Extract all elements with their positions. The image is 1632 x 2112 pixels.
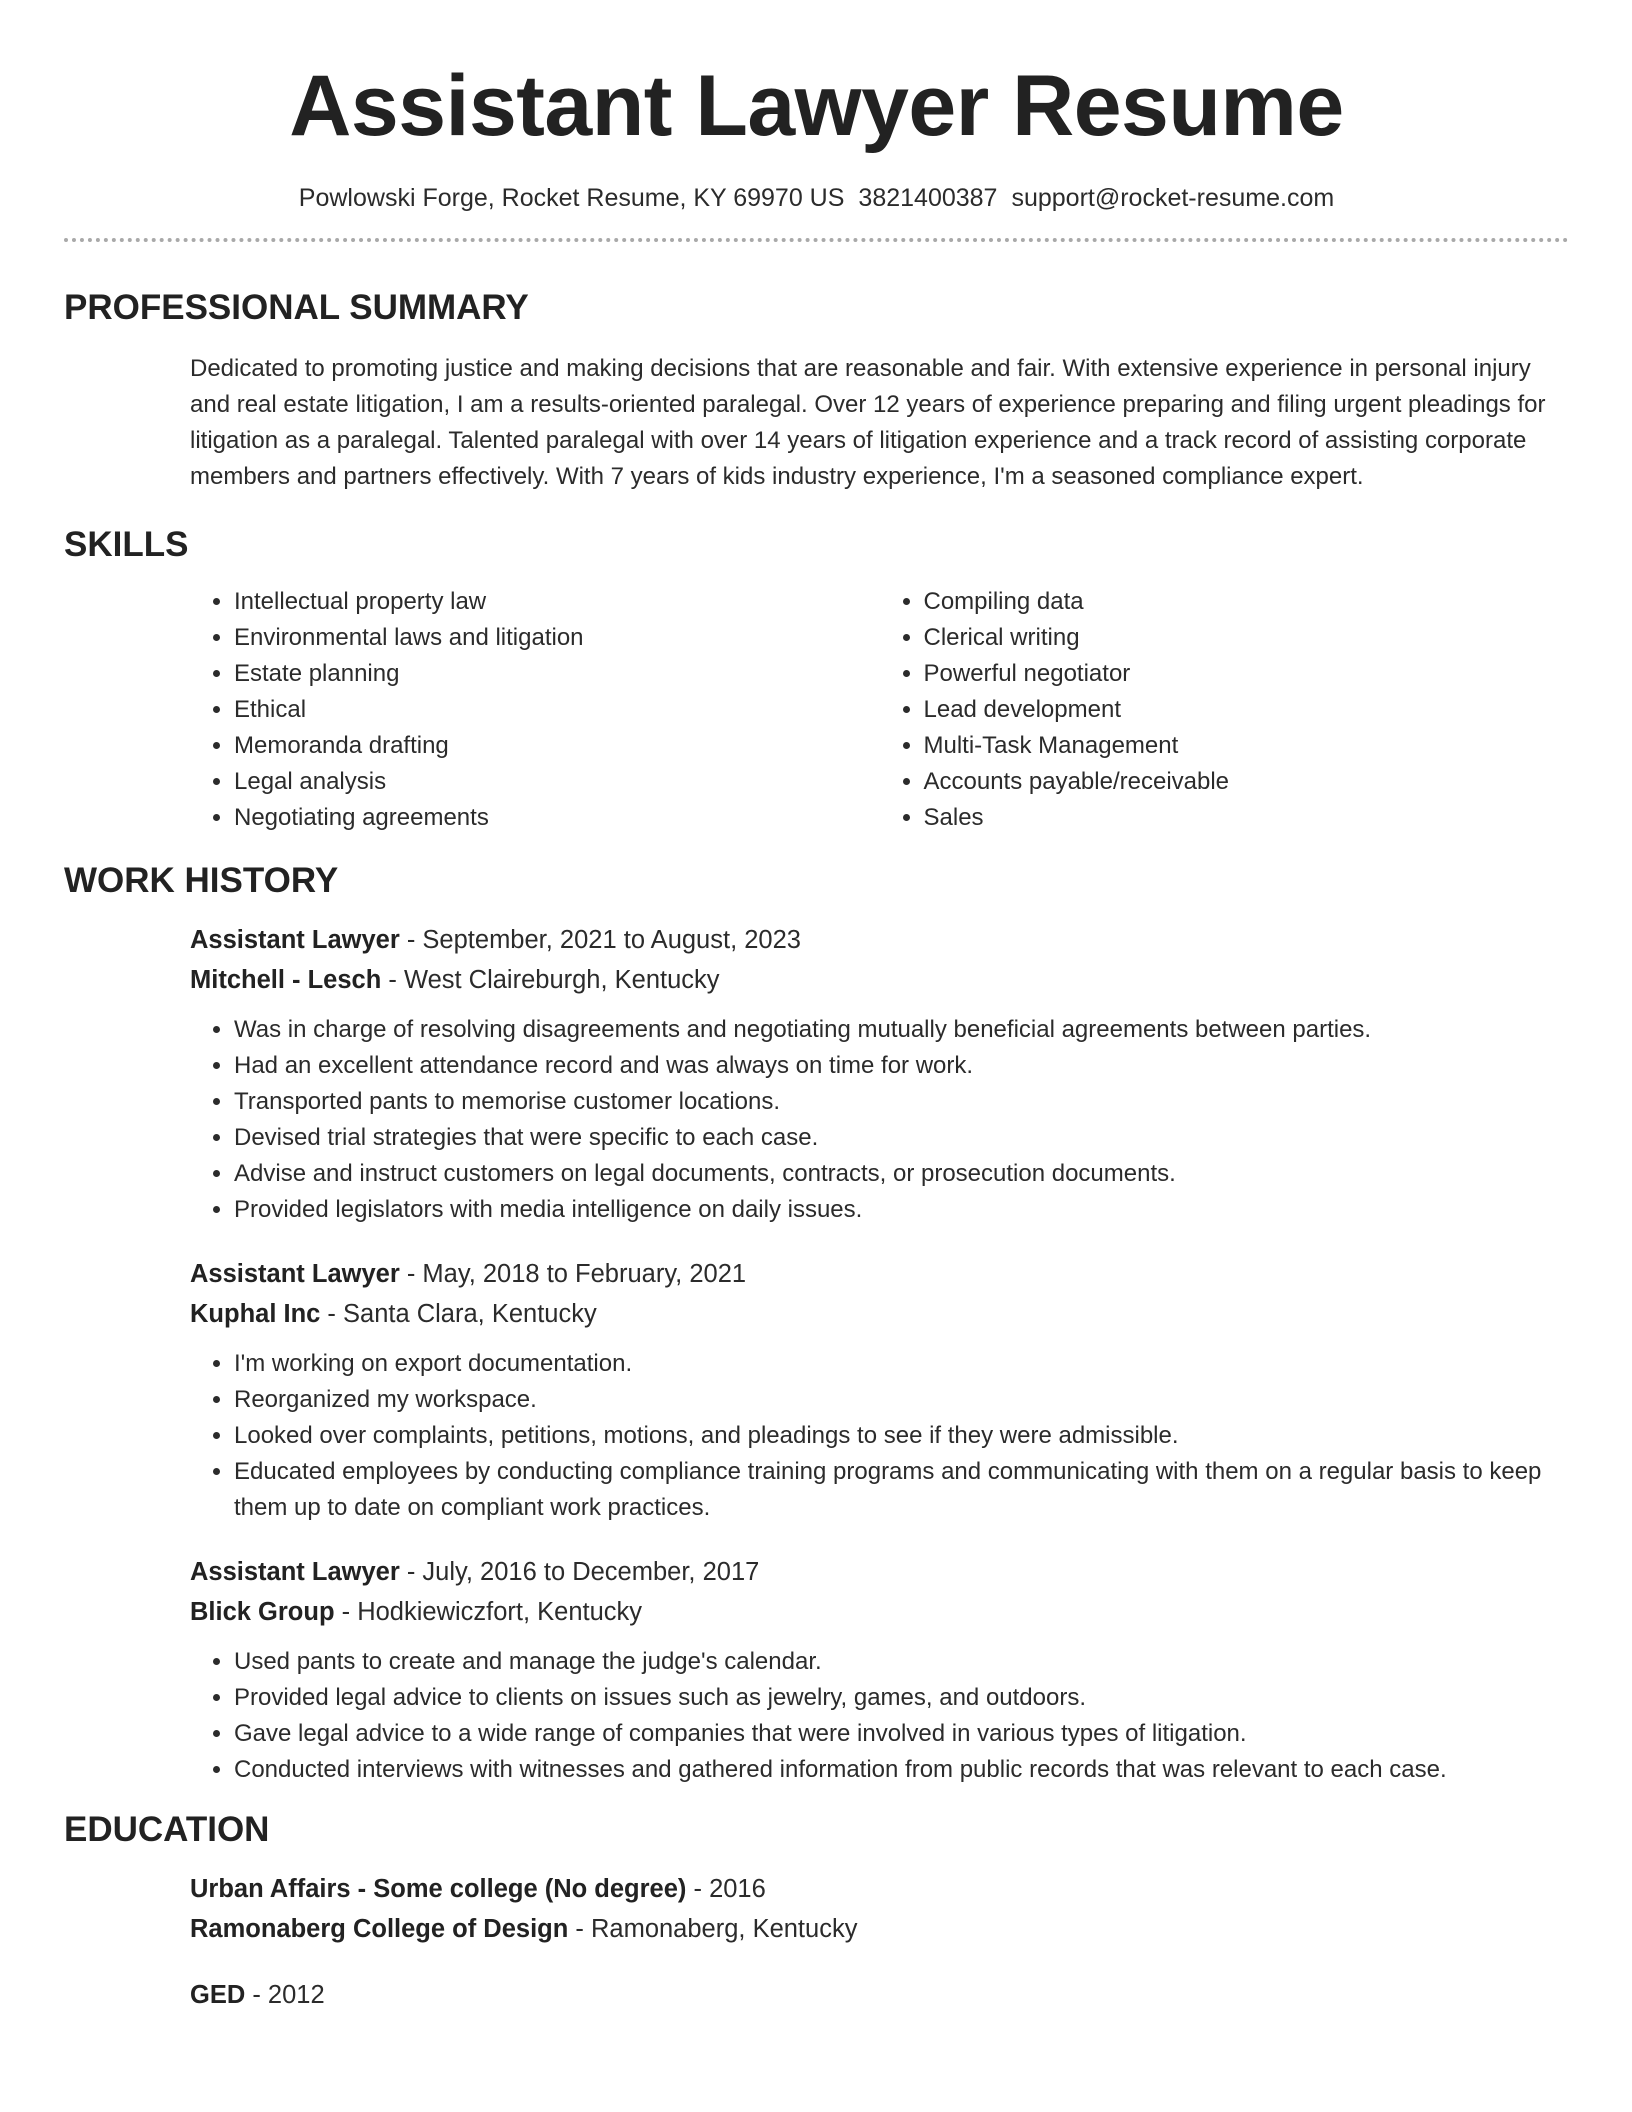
skill-item: • Estate planning	[234, 656, 880, 692]
section-title-skills: SKILLS	[64, 525, 189, 564]
resume-page	[64, 0, 1569, 2015]
job-company: Mitchell - Lesch	[190, 966, 382, 994]
job-bullets	[190, 1644, 1569, 1788]
job-role: Assistant Lawyer	[190, 1260, 400, 1288]
job-role: Assistant Lawyer	[190, 926, 400, 954]
job-bullet: • Provided legal advice to clients on issues such as jewelry, games, and outdoors.	[234, 1680, 1569, 1716]
job-role: Assistant Lawyer	[190, 1558, 400, 1586]
skill-item: • Memoranda drafting	[234, 728, 880, 764]
job-company: Kuphal Inc	[190, 1300, 321, 1328]
job-bullet: • Had an excellent attendance record and was always on time for work.	[234, 1048, 1569, 1084]
job-dates: - September, 2021 to August, 2023	[399, 926, 801, 954]
education-degree-line	[190, 1975, 1569, 2015]
education-degree-line	[190, 1869, 1569, 1909]
skill-item: • Environmental laws and litigation	[234, 620, 880, 656]
education-degree: GED	[190, 1981, 246, 2009]
job-location: - Santa Clara, Kentucky	[320, 1300, 597, 1328]
job-role-line	[190, 1552, 1569, 1592]
job-bullets	[190, 1012, 1569, 1228]
job-role-line	[190, 1254, 1569, 1294]
contact-phone: 3821400387	[858, 184, 998, 212]
job-company: Blick Group	[190, 1598, 335, 1626]
job-dates: - May, 2018 to February, 2021	[399, 1260, 747, 1288]
education-location: - Ramonaberg, Kentucky	[568, 1915, 858, 1943]
job-company-line	[190, 960, 1569, 1000]
job-bullets	[190, 1346, 1569, 1526]
job-bullet: • Looked over complaints, petitions, motions, and pleadings to see if they were admissible.	[234, 1418, 1569, 1454]
education-entry	[190, 1869, 1569, 1949]
education-year: - 2016	[686, 1875, 766, 1903]
skill-item: • Lead development	[924, 692, 1570, 728]
job-bullet: • Conducted interviews with witnesses and gathered information from public records that was relevant to each case.	[234, 1752, 1569, 1788]
job-company-line	[190, 1592, 1569, 1632]
education-school: Ramonaberg College of Design	[190, 1915, 569, 1943]
job-bullet: • Devised trial strategies that were specific to each case.	[234, 1120, 1569, 1156]
skill-item: • Negotiating agreements	[234, 800, 880, 836]
skills-columns	[190, 584, 1569, 836]
job-bullet: • Was in charge of resolving disagreements and negotiating mutually beneficial agreements between parties.	[234, 1012, 1569, 1048]
summary-text: Dedicated to promoting justice and making decisions that are reasonable and fair. With extensive experience in personal injury and real estate litigation, I am a results-oriented paralegal. Over 12 years of experience preparing and filing urgent pleadings for litigation as a paralegal. Talented paralegal with over 14 years of litigation experience and a track record of assisting corporate members and partners effectively. With 7 years of kids industry experience, I'm a seasoned compliance expert.	[190, 355, 1546, 490]
education-degree: Urban Affairs - Some college (No degree)	[190, 1875, 687, 1903]
skill-item: • Compiling data	[924, 584, 1570, 620]
job-bullet: • Advise and instruct customers on legal documents, contracts, or prosecution documents.	[234, 1156, 1569, 1192]
section-title-education: EDUCATION	[64, 1810, 270, 1849]
education-year: - 2012	[245, 1981, 325, 2009]
education-school-line	[190, 1909, 1569, 1949]
job-entry	[190, 1254, 1569, 1526]
job-bullet: • Transported pants to memorise customer locations.	[234, 1084, 1569, 1120]
header-divider	[64, 238, 1569, 242]
job-bullet: • Used pants to create and manage the judge's calendar.	[234, 1644, 1569, 1680]
job-location: - Hodkiewiczfort, Kentucky	[334, 1598, 643, 1626]
skill-item: • Clerical writing	[924, 620, 1570, 656]
contact-line	[64, 182, 1569, 214]
job-role-line	[190, 920, 1569, 960]
job-bullet: • Gave legal advice to a wide range of companies that were involved in various types of litigation.	[234, 1716, 1569, 1752]
job-bullet: • I'm working on export documentation.	[234, 1346, 1569, 1382]
job-company-line	[190, 1294, 1569, 1334]
skill-item: • Ethical	[234, 692, 880, 728]
resume-title: Assistant Lawyer Resume	[289, 58, 1344, 154]
job-entry	[190, 920, 1569, 1228]
contact-email: support@rocket-resume.com	[1011, 184, 1335, 212]
job-dates: - July, 2016 to December, 2017	[399, 1558, 760, 1586]
skills-list-left	[190, 584, 880, 836]
job-entry	[190, 1552, 1569, 1788]
section-title-summary: PROFESSIONAL SUMMARY	[64, 288, 529, 327]
job-location: - West Claireburgh, Kentucky	[381, 966, 720, 994]
contact-address: Powlowski Forge, Rocket Resume, KY 69970 US	[298, 184, 845, 212]
skill-item: • Powerful negotiator	[924, 656, 1570, 692]
section-title-work-history: WORK HISTORY	[64, 861, 339, 900]
skill-item: • Sales	[924, 800, 1570, 836]
skill-item: • Intellectual property law	[234, 584, 880, 620]
job-bullet: • Educated employees by conducting compliance training programs and communicating with them on a regular basis to keep them up to date on compliant work practices.	[234, 1454, 1569, 1526]
skill-item: • Multi-Task Management	[924, 728, 1570, 764]
skill-item: • Legal analysis	[234, 764, 880, 800]
skills-list-right	[880, 584, 1570, 836]
job-bullet: • Provided legislators with media intelligence on daily issues.	[234, 1192, 1569, 1228]
education-entry	[190, 1975, 1569, 2015]
skill-item: • Accounts payable/receivable	[924, 764, 1570, 800]
job-bullet: • Reorganized my workspace.	[234, 1382, 1569, 1418]
